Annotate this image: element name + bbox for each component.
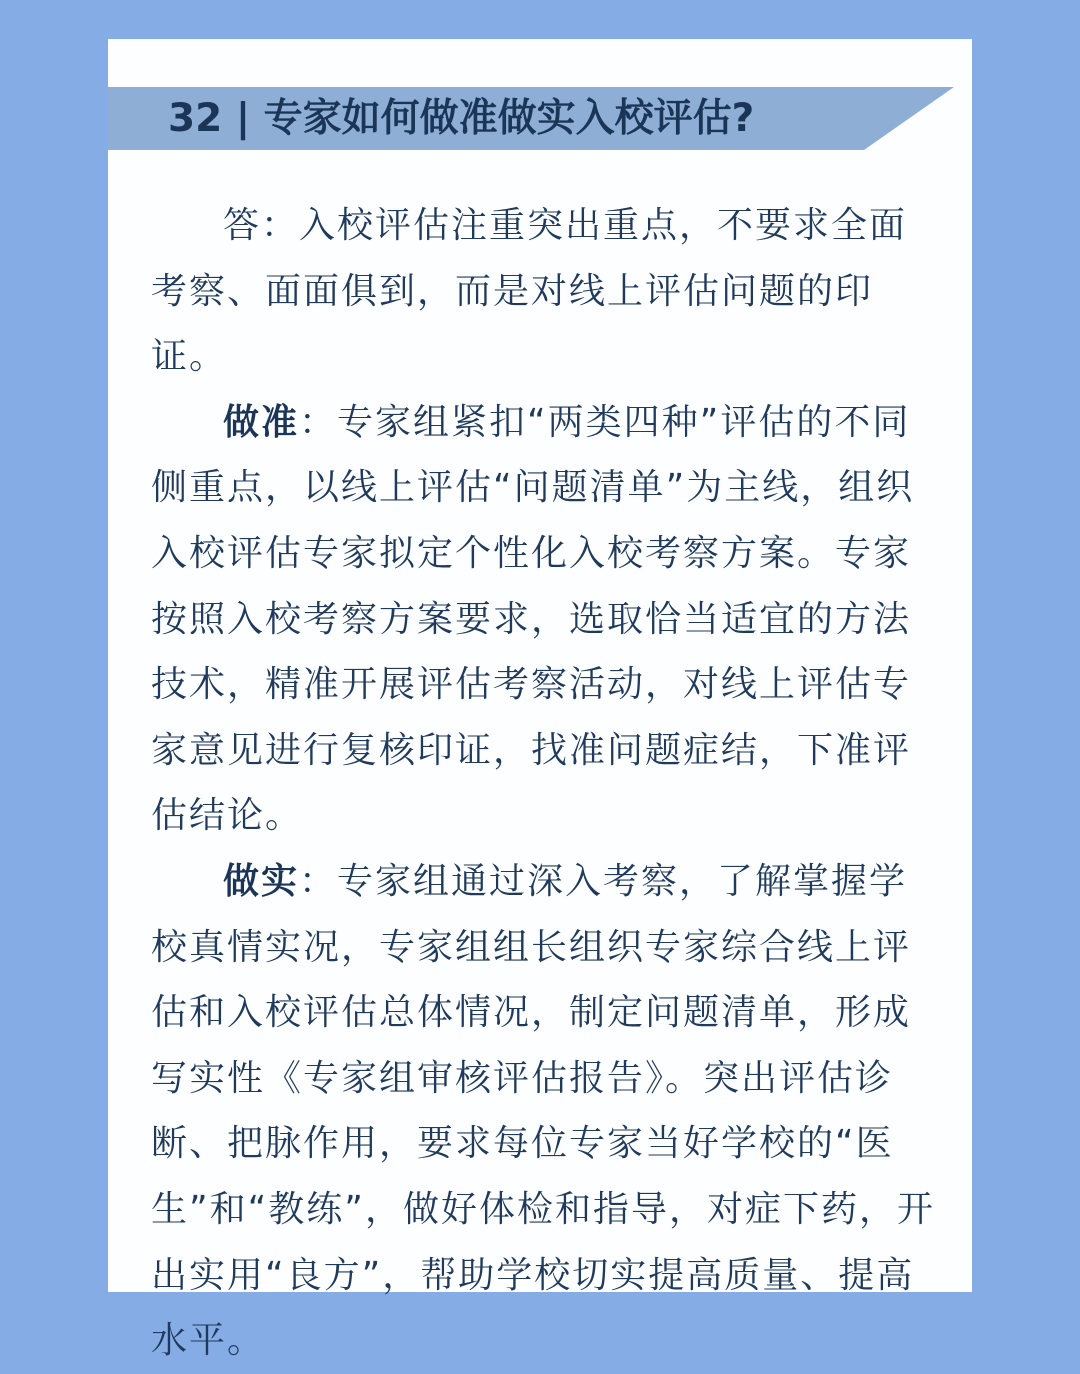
title-banner [108,87,954,150]
zhun-paragraph [151,390,941,849]
article-body [151,193,941,1374]
page-title: 32 | 专家如何做准做实入校评估? [168,96,755,141]
zhun-text: ：专家组紧扣“两类四种”评估的不同侧重点，以线上评估“问题清单”为主线，组织入校评估专家拟定个性化入校考察方案。专家按照入校考察方案要求，选取恰当适宜的方法技术，精准开展评估考察活动，对线上评估专家意见进行复核印证，找准问题症结，下准评估结论。 [151,401,915,837]
answer-text: 答：入校评估注重突出重点，不要求全面考察、面面俱到，而是对线上评估问题的印证。 [151,205,908,378]
zhun-lead: 做准 [223,401,300,443]
shi-lead: 做实 [223,860,300,902]
answer-paragraph [151,193,941,390]
shi-paragraph [151,849,941,1374]
shi-text: ：专家组通过深入考察，了解掌握学校真情实况，专家组组长组织专家综合线上评估和入校评估总体情况，制定问题清单，形成写实性《专家组审核评估报告》。突出评估诊断、把脉作用，要求每位专家当好学校的“医生”和“教练”，做好体检和指导，对症下药，开出实用“良方”，帮助学校切实提高质量、提高水平。 [151,860,935,1362]
